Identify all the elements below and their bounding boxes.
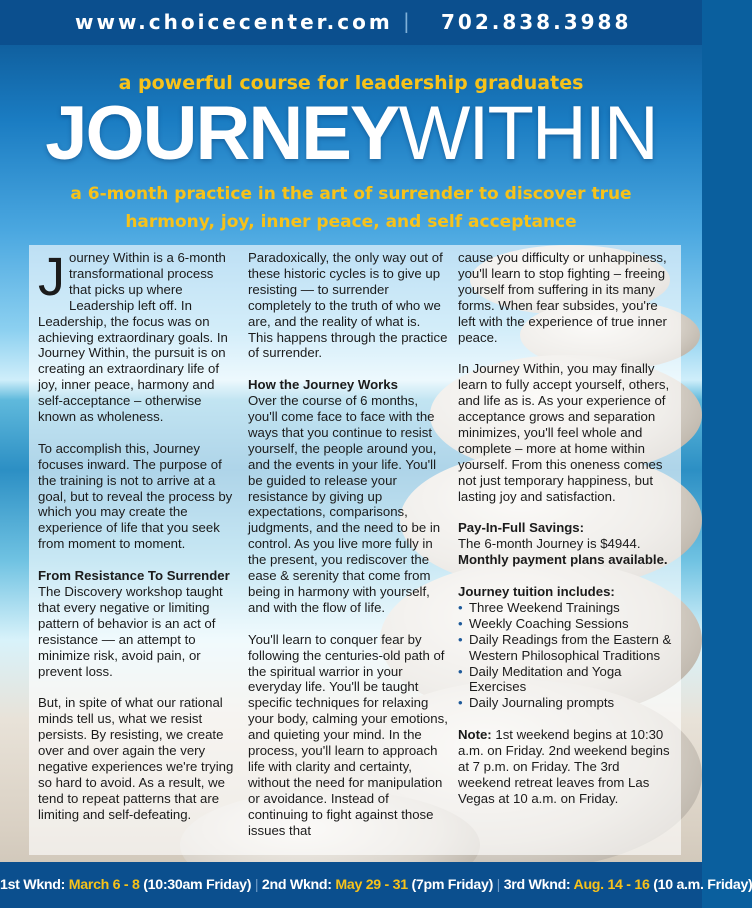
weekend-3-time: (10 a.m. Friday) [653, 877, 752, 893]
weekend-2-dates: May 29 - 31 [335, 877, 408, 893]
weekend-1-time: (10:30am Friday) [143, 877, 252, 893]
dropcap: J [38, 247, 65, 307]
paragraph: cause you difficulty or unhappiness, you'll learn to stop fighting – freeing yourself from suffering in its many forms. When fear subsides, you're left with the experience of true inner peace. [458, 250, 667, 345]
paragraph: The Discovery workshop taught that every negative or limiting pattern of behavior is an act of resistance — an attempt to minimize risk, avoid pain, or prevent loss. [38, 584, 223, 679]
title-light: WITHIN [398, 91, 657, 176]
paragraph: To accomplish this, Journey focuses inward. The purpose of the training is not to arrive at a goal, but to reveal the process by which you may create the experience of life that you seek from moment to moment. [38, 440, 233, 552]
weekend-2-label: 2nd Wknd: [261, 877, 332, 893]
tagline-line-2: harmony, joy, inner peace, and self acceptance [125, 212, 577, 232]
column-2 [248, 250, 448, 854]
weekend-1-dates: March 6 - 8 [68, 877, 140, 893]
section-heading: How the Journey Works [248, 377, 398, 393]
weekend-3-label: 3rd Wknd: [503, 877, 571, 893]
phone-number[interactable]: 702.838.3988 [441, 10, 632, 34]
paragraph: In Journey Within, you may finally learn to fully accept yourself, others, and life as is. As your experience of acceptance grows and separation minimizes, you'll feel whole and complete – more at home within yourself. From this oneness comes not just temporary happiness, but lasting joy and satisfaction. [458, 361, 670, 504]
schedule-separator: | [254, 877, 259, 893]
note-text: 1st weekend begins at 10:30 a.m. on Friday. 2nd weekend begins at 7 p.m. on Friday. The 3rd weekend retreat leaves from Las Vegas at 10 a.m. on Friday. [458, 727, 670, 806]
list-item: • Daily Readings from the Eastern & Western Philosophical Traditions [458, 632, 673, 664]
section-heading: From Resistance To Surrender [38, 568, 230, 584]
tagline-line-1: a 6-month practice in the art of surrender to discover true [70, 184, 632, 204]
title-bold: JOURNEY [45, 91, 399, 176]
intro-text: ourney Within is a 6-month transformational process that picks up where Leadership left off. In Leadership, the focus was on achieving extraordinary goals. In Journey Within, the pursuit is on creating an extraordinary life of joy, inner peace, harmony and self-acceptance – otherwise known as wholeness. [38, 250, 228, 425]
website-link[interactable]: www.choicecenter.com [75, 10, 393, 34]
weekend-2-time: (7pm Friday) [411, 877, 493, 893]
intro-paragraph [38, 247, 238, 425]
paragraph: Paradoxically, the only way out of these historic cycles is to give up resisting — to surrender completely to the truth of who we are, and the reality of what is. This happens through the practice of surrender. [248, 250, 448, 361]
note-label: Note: [458, 727, 492, 743]
weekend-1-label: 1st Wknd: [0, 877, 66, 893]
list-item: • Weekly Coaching Sessions [458, 616, 673, 632]
paragraph: You'll learn to conquer fear by following the centuries-old path of the spiritual warrior in your everyday life. You'll be taught specific techniques for relaxing your body, calming your emotions, and quieting your mind. In the process, you'll learn to approach life with clarity and certainty, without the need for manipulation or avoidance. Instead of continuing to fight against those issues that [248, 631, 448, 838]
column-1 [38, 247, 238, 838]
savings-heading: Pay-In-Full Savings: [458, 520, 585, 536]
page-title [0, 89, 702, 179]
tuition-heading: Journey tuition includes: [458, 583, 615, 599]
tagline [20, 180, 682, 236]
kicker-text: a powerful course for leadership graduates [118, 72, 584, 94]
header-bar [0, 0, 702, 45]
schedule-bar [0, 862, 752, 908]
header-separator: | [403, 9, 413, 33]
note-paragraph [458, 727, 673, 807]
schedule-separator: | [496, 877, 501, 893]
list-item: • Daily Meditation and Yoga Exercises [458, 664, 673, 696]
list-item: • Daily Journaling prompts [458, 695, 673, 711]
savings-price: The 6-month Journey is $4944. [458, 536, 641, 552]
payment-plans: Monthly payment plans available. [458, 552, 668, 568]
paragraph: But, in spite of what our rational minds tell us, what we resist persists. By resisting, we create over and over again the very negative experiences we're trying so hard to avoid. As a result, we tend to repeat patterns that are limiting and self-defeating. [38, 695, 234, 822]
paragraph: Over the course of 6 months, you'll come face to face with the ways that you continue to resist yourself, the people around you, and the events in your life. You'll be guided to release your resistance by giving up expectations, comparisons, judgments, and the need to be in control. As you live more fully in the present, you rediscover the ease & serenity that come from being in harmony with yourself, and with the flow of life. [248, 393, 441, 615]
list-item: • Three Weekend Trainings [458, 600, 673, 616]
column-3 [458, 250, 673, 823]
weekend-3-dates: Aug. 14 - 16 [573, 877, 650, 893]
tuition-list [458, 600, 673, 711]
